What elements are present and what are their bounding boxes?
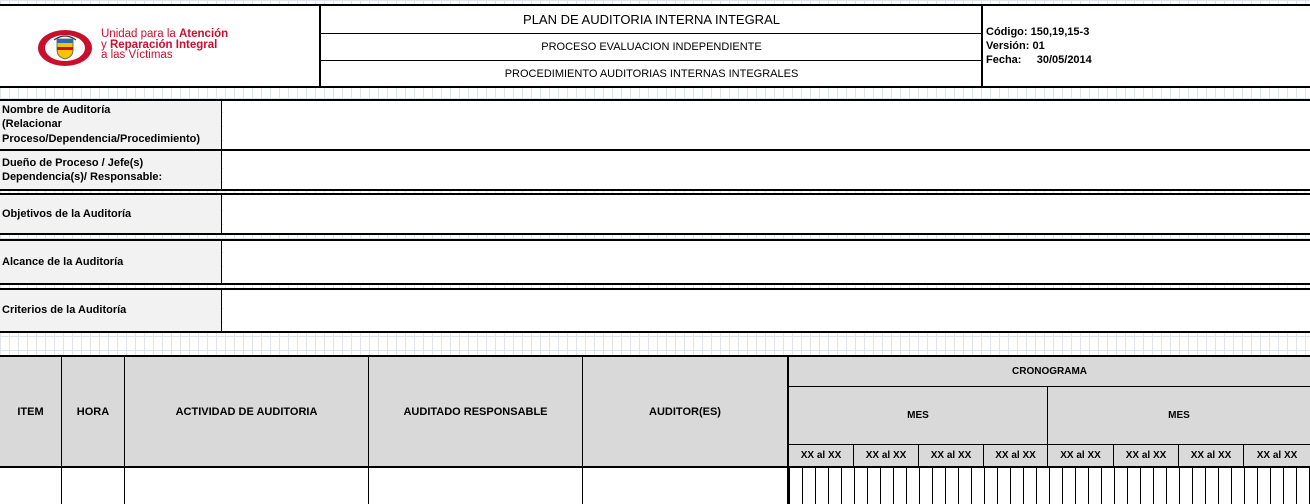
week-1-header: XX al XX — [789, 445, 853, 466]
procedure-name: PROCEDIMIENTO AUDITORIAS INTERNAS INTEGRALES — [504, 67, 799, 80]
row-sep-5 — [787, 468, 789, 504]
process-owner-label-line2: Dependencia(s)/ Responsable: — [2, 171, 163, 183]
logo-line1: Unidad para la — [101, 28, 179, 40]
month-2-header: MES — [1048, 387, 1310, 444]
cronograma-header: CRONOGRAMA — [789, 357, 1310, 386]
header-divider-right — [981, 4, 983, 88]
meta-block — [986, 25, 1306, 67]
audit-name-label-line2: (Relacionar — [2, 118, 62, 131]
week-8-header: XX al XX — [1244, 445, 1310, 466]
logo-wordmark — [101, 29, 301, 61]
colombia-seal-icon — [36, 28, 94, 68]
field-divider-4a — [0, 283, 1310, 285]
row-sep-2 — [124, 468, 125, 504]
audit-name-label-line1: Nombre de Auditoría — [2, 103, 111, 116]
date-label: Fecha: 30/05/2014 — [986, 54, 1092, 66]
audit-name-field[interactable] — [223, 100, 1310, 149]
audit-name-label-line3: Proceso/Dependencia/Procedimiento) — [2, 132, 201, 145]
version-label: Versión: 01 — [986, 40, 1045, 52]
field-divider-3a — [0, 233, 1310, 235]
week-6-header: XX al XX — [1114, 445, 1178, 466]
plan-title: PLAN DE AUDITORIA INTERNA INTEGRAL — [523, 12, 780, 27]
criteria-field[interactable] — [223, 290, 1310, 331]
row-sep-3 — [368, 468, 369, 504]
col-item-header: ITEM — [0, 357, 61, 466]
logo-line2-accent: Reparación Integral — [109, 38, 218, 51]
logo-line1-accent: Atención — [179, 28, 229, 40]
scope-label: Alcance de la Auditoría — [0, 241, 222, 283]
week-3-header: XX al XX — [919, 445, 983, 466]
field-top-border — [0, 99, 1310, 101]
col-auditado-header: AUDITADO RESPONSABLE — [369, 357, 582, 466]
week-2-header: XX al XX — [854, 445, 918, 466]
row-sep-1 — [61, 468, 62, 504]
criteria-label: Criterios de la Auditoría — [0, 290, 222, 331]
row-sep-4 — [582, 468, 583, 504]
audit-name-label — [0, 100, 222, 149]
process-owner-field[interactable] — [223, 151, 1310, 189]
scope-field[interactable] — [223, 241, 1310, 283]
process-owner-label-line1: Dueño de Proceso / Jefe(s) — [2, 156, 144, 169]
process-name: PROCESO EVALUACION INDEPENDIENTE — [541, 41, 762, 53]
day-grid — [789, 468, 1310, 504]
logo-line3: a las Víctimas — [101, 49, 173, 61]
logo-line2: y — [101, 38, 110, 51]
table-row[interactable] — [0, 468, 787, 504]
process-owner-label — [0, 151, 222, 189]
field-divider-2a — [0, 189, 1310, 191]
col-actividad-header: ACTIVIDAD DE AUDITORIA — [125, 357, 368, 466]
objectives-label: Objetivos de la Auditoría — [0, 195, 222, 233]
month-1-header: MES — [789, 387, 1047, 444]
code-label: Código: 150,19,15-3 — [986, 26, 1090, 38]
week-5-header: XX al XX — [1048, 445, 1113, 466]
field-bottom-border — [0, 331, 1310, 333]
col-auditor-header: AUDITOR(ES) — [583, 357, 787, 466]
week-7-header: XX al XX — [1179, 445, 1243, 466]
col-hora-header: HORA — [62, 357, 124, 466]
logo-cell — [0, 6, 320, 86]
objectives-field[interactable] — [223, 195, 1310, 233]
week-4-header: XX al XX — [984, 445, 1047, 466]
